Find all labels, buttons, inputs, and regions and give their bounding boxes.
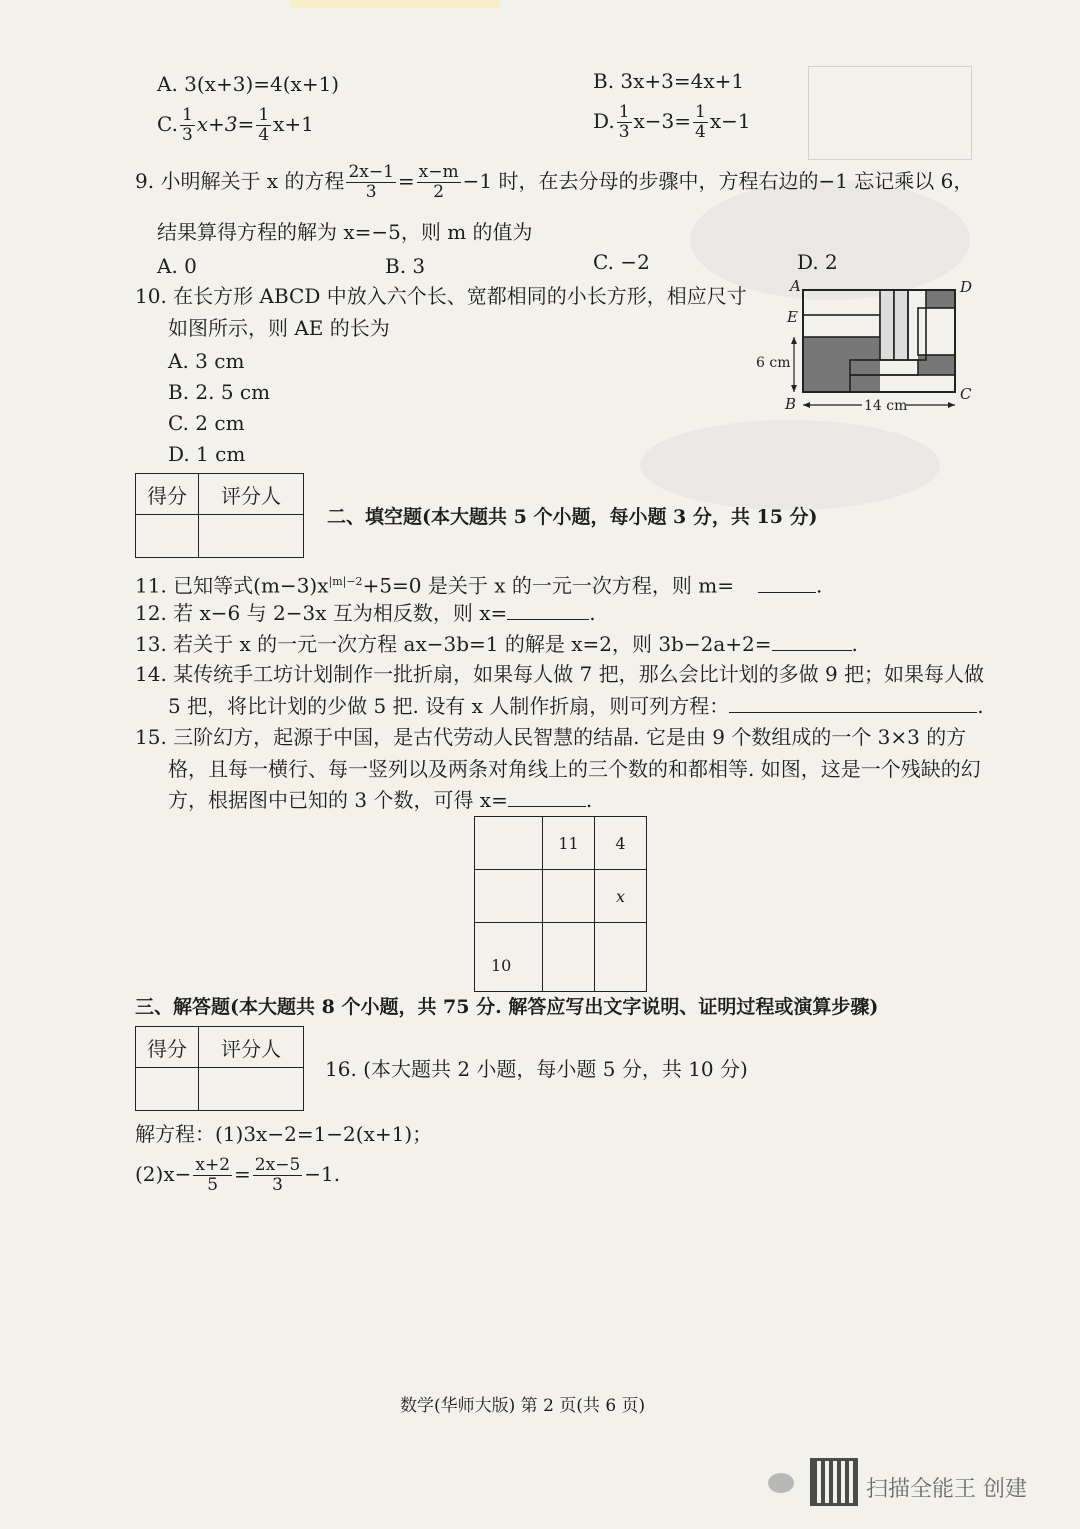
- q8-option-d: D. $\frac{1}{3}$ x−3= $\frac{1}{4}$ x−1: [593, 102, 751, 142]
- q9-option-d: D. 2: [797, 250, 838, 274]
- magic-square-grid: [474, 816, 647, 992]
- q9-option-a: A. 0: [157, 254, 197, 278]
- small-rect: [908, 290, 926, 360]
- q12: 12. 若 x−6 与 2−3x 互为相反数，则 x= .: [135, 601, 596, 625]
- q15-line1: 15. 三阶幻方，起源于中国，是古代劳动人民智慧的结晶. 它是由 9 个数组成的一个 3×3 的方: [135, 725, 967, 749]
- q9-line2: 结果算得方程的解为 x=−5，则 m 的值为: [157, 220, 533, 244]
- q8-option-c: C. $\frac{1}{3}$ x+3= $\frac{1}{4}$ x+1: [157, 105, 314, 145]
- q15-line2: 格，且每一横行、每一竖列以及两条对角线上的三个数的和都相等. 如图，这是一个残缺的幻: [168, 757, 981, 781]
- small-rect: [918, 308, 955, 355]
- top-yellow-strip: [290, 0, 500, 8]
- q13: 13. 若关于 x 的一元一次方程 ax−3b=1 的解是 x=2，则 3b−2a+2= .: [135, 632, 858, 656]
- grid-cell: [475, 870, 543, 923]
- page-footer: 数学(华师大版) 第 2 页(共 6 页): [400, 1396, 646, 1416]
- q16-part2: (2)x− $\frac{x+2}{5}$ = $\frac{2x-5}{3}$ −1.: [135, 1155, 341, 1195]
- scan-smudge: [640, 420, 940, 510]
- score-table-section2: [135, 473, 304, 558]
- grader-cell: [199, 515, 304, 558]
- wechat-icon: [768, 1473, 794, 1493]
- grid-cell: [543, 923, 595, 992]
- q10-option-b: B. 2. 5 cm: [168, 380, 271, 404]
- grid-cell: 11: [543, 817, 595, 870]
- q9-option-c: C. −2: [593, 250, 650, 274]
- shaded-region-right: [918, 355, 955, 375]
- grid-cell: [543, 870, 595, 923]
- small-rect: [894, 290, 908, 360]
- arrow-icon: [948, 402, 955, 408]
- q10-option-a: A. 3 cm: [168, 349, 245, 373]
- shaded-region-top-right: [926, 290, 955, 308]
- section3-title: 三、解答题(本大题共 8 个小题，共 75 分. 解答应写出文字说明、证明过程或演算步骤): [135, 996, 879, 1018]
- grid-cell: x: [595, 870, 647, 923]
- q11: 11. 已知等式$(m-3)x^{|m|-2}+5=0$ 是关于 x 的一元一次方程，则 m= .: [135, 573, 823, 598]
- grader-header: 评分人: [199, 1027, 304, 1068]
- score-header: 得分: [136, 1027, 199, 1068]
- q8-option-a: A. 3(x+3)=4(x+1): [157, 72, 340, 96]
- vertex-label-c: C: [960, 385, 972, 403]
- q9-line1: 9. 小明解关于 x 的方程 $\frac{2x-1}{3}$ = $\frac{x-m}{2}$ −1 时，在去分母的步骤中，方程右边的−1 忘记乘以 6，: [135, 162, 974, 202]
- q10-line2: 如图所示，则 AE 的长为: [168, 316, 390, 340]
- score-cell: [136, 1068, 199, 1111]
- score-table-q16: [135, 1026, 304, 1111]
- vertex-label-e: E: [787, 308, 798, 326]
- section2-title: 二、填空题(本大题共 5 个小题，每小题 3 分，共 15 分): [327, 506, 818, 528]
- small-rect: [880, 290, 894, 360]
- small-rect: [803, 315, 880, 337]
- vertex-label-d: D: [960, 278, 973, 296]
- height-label: 6 cm: [756, 355, 791, 371]
- q10-option-d: D. 1 cm: [168, 442, 246, 466]
- q15-line3: 方，根据图中已知的 3 个数，可得 x= .: [168, 788, 593, 812]
- scan-box-top-right: [808, 66, 972, 160]
- q16-part1: 解方程：(1)3x−2=1−2(x+1)；: [135, 1122, 433, 1146]
- vertex-label-a: A: [790, 277, 801, 295]
- grid-cell: [475, 817, 543, 870]
- arrow-icon: [803, 402, 810, 408]
- vertex-label-b: B: [785, 395, 797, 413]
- score-header: 得分: [136, 474, 199, 515]
- score-cell: [136, 515, 199, 558]
- shaded-region-left: [803, 337, 880, 392]
- q10-line1: 10. 在长方形 ABCD 中放入六个长、宽都相同的小长方形，相应尺寸: [135, 284, 747, 308]
- q9-option-b: B. 3: [385, 254, 426, 278]
- q10-option-c: C. 2 cm: [168, 411, 245, 435]
- arrow-icon: [791, 337, 797, 344]
- watermark-text: 扫描全能王 创建: [866, 1477, 1027, 1502]
- q10-rectangle-figure: [750, 275, 980, 420]
- grader-cell: [199, 1068, 304, 1111]
- q16-title: 16. (本大题共 2 小题，每小题 5 分，共 10 分): [325, 1057, 748, 1081]
- q8-option-b: B. 3x+3=4x+1: [593, 69, 745, 93]
- grid-cell: [595, 923, 647, 992]
- width-label: 14 cm: [864, 398, 908, 414]
- qr-code-icon: [810, 1458, 858, 1506]
- grid-cell: 10: [475, 923, 543, 992]
- q14-line2: 5 把，将比计划的少做 5 把. 设有 x 人制作折扇，则可列方程： .: [168, 694, 984, 718]
- grader-header: 评分人: [199, 474, 304, 515]
- grid-cell: 4: [595, 817, 647, 870]
- arrow-icon: [791, 385, 797, 392]
- q14-line1: 14. 某传统手工坊计划制作一批折扇，如果每人做 7 把，那么会比计划的多做 9 把；如果每人做: [135, 662, 985, 686]
